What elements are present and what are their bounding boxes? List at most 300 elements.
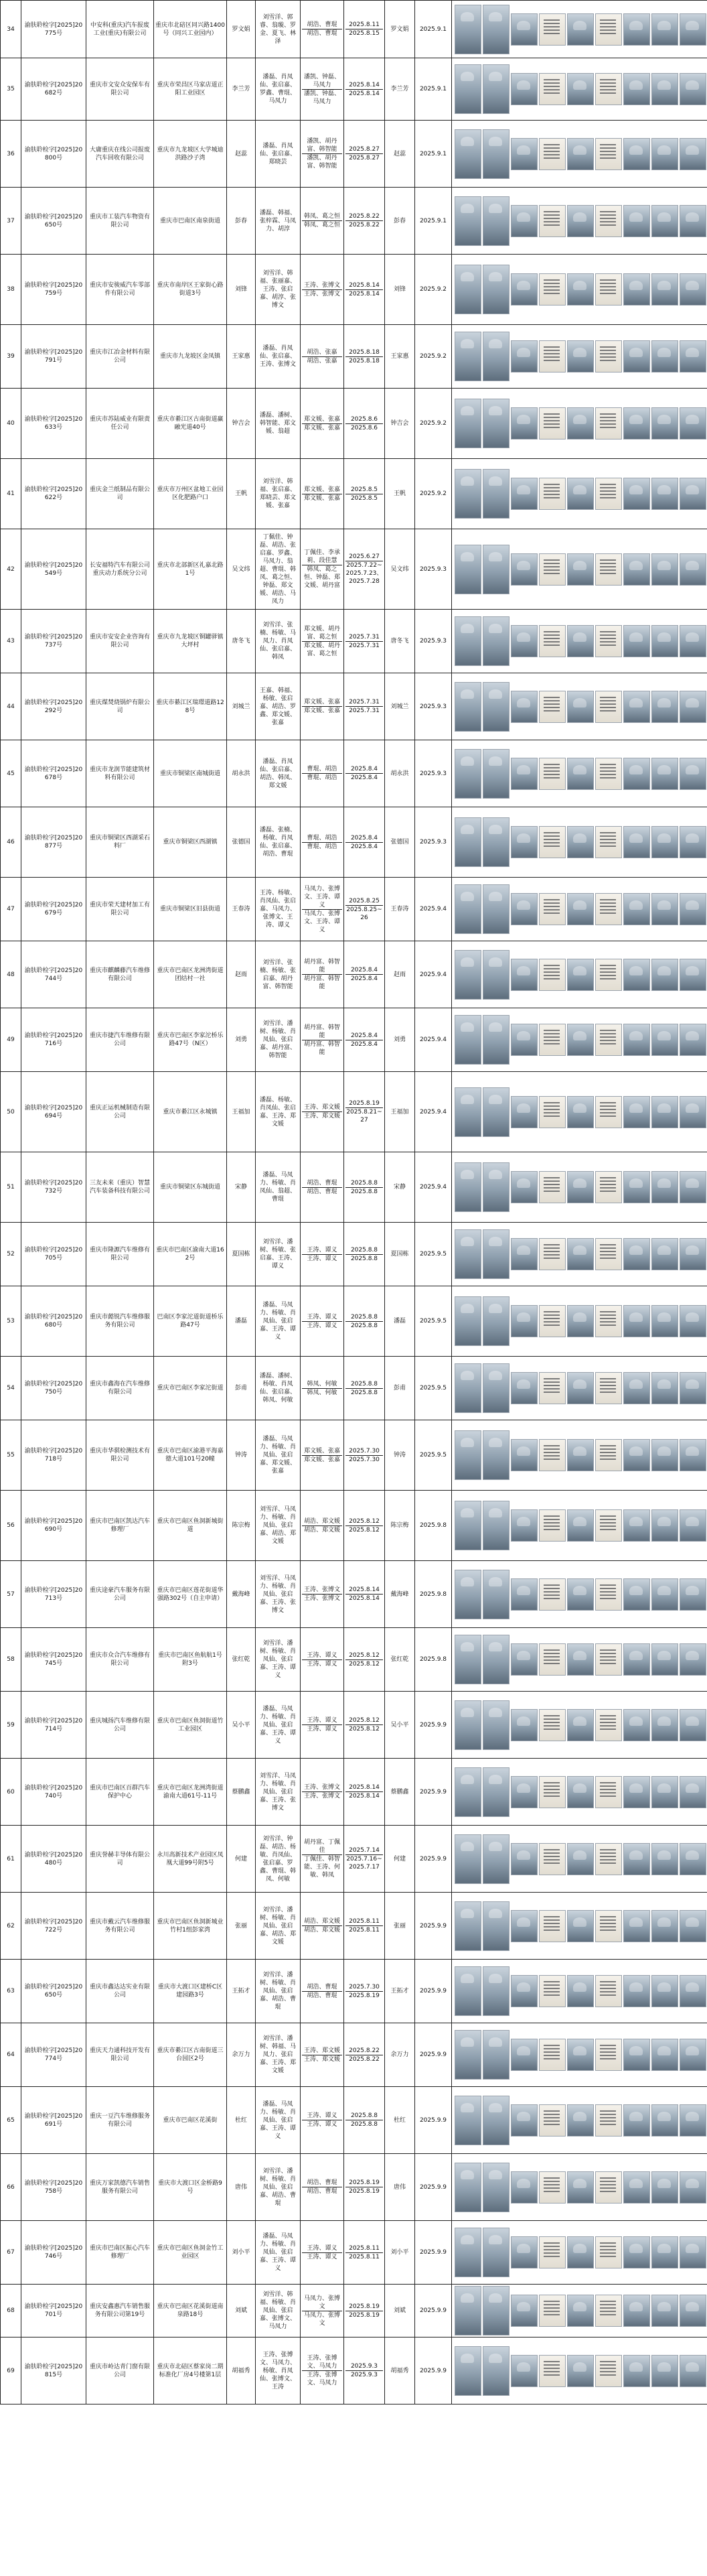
site-photo-thumbnail[interactable] xyxy=(483,1570,509,1619)
site-photo-thumbnail[interactable] xyxy=(567,73,594,105)
site-photo-thumbnail[interactable] xyxy=(595,959,622,991)
site-photo-thumbnail[interactable] xyxy=(680,1024,706,1056)
site-photo-thumbnail[interactable] xyxy=(651,1305,678,1337)
site-photo-thumbnail[interactable] xyxy=(680,1439,706,1471)
site-photo-thumbnail[interactable] xyxy=(680,2295,706,2327)
site-photo-thumbnail[interactable] xyxy=(567,1975,594,2007)
site-photo-thumbnail[interactable] xyxy=(539,2104,566,2137)
site-photo-thumbnail[interactable] xyxy=(455,2346,481,2396)
site-photo-thumbnail[interactable] xyxy=(680,407,706,439)
site-photo-thumbnail[interactable] xyxy=(623,138,650,170)
site-photo-thumbnail[interactable] xyxy=(623,1096,650,1128)
site-photo-thumbnail[interactable] xyxy=(595,2236,622,2268)
site-photo-thumbnail[interactable] xyxy=(595,2355,622,2387)
site-photo-thumbnail[interactable] xyxy=(455,469,481,519)
site-photo-thumbnail[interactable] xyxy=(595,1910,622,1942)
site-photo-thumbnail[interactable] xyxy=(595,273,622,306)
site-photo-thumbnail[interactable] xyxy=(539,1238,566,1270)
site-photo-thumbnail[interactable] xyxy=(680,1305,706,1337)
site-photo-thumbnail[interactable] xyxy=(511,1305,538,1337)
site-photo-thumbnail[interactable] xyxy=(539,1843,566,1875)
site-photo-thumbnail[interactable] xyxy=(623,1910,650,1942)
site-photo-thumbnail[interactable] xyxy=(567,407,594,439)
site-photo-thumbnail[interactable] xyxy=(567,13,594,46)
site-photo-thumbnail[interactable] xyxy=(651,1643,678,1676)
site-photo-thumbnail[interactable] xyxy=(483,682,509,732)
site-photo-thumbnail[interactable] xyxy=(539,1096,566,1128)
site-photo-thumbnail[interactable] xyxy=(483,1767,509,1817)
site-photo-thumbnail[interactable] xyxy=(567,1238,594,1270)
site-photo-thumbnail[interactable] xyxy=(483,1430,509,1480)
site-photo-thumbnail[interactable] xyxy=(539,340,566,372)
site-photo-thumbnail[interactable] xyxy=(455,1635,481,1684)
site-photo-thumbnail[interactable] xyxy=(680,1096,706,1128)
site-photo-thumbnail[interactable] xyxy=(511,273,538,306)
site-photo-thumbnail[interactable] xyxy=(623,1171,650,1203)
site-photo-thumbnail[interactable] xyxy=(539,1509,566,1542)
site-photo-thumbnail[interactable] xyxy=(680,2104,706,2137)
site-photo-thumbnail[interactable] xyxy=(680,273,706,306)
site-photo-thumbnail[interactable] xyxy=(651,1509,678,1542)
site-photo-thumbnail[interactable] xyxy=(511,1439,538,1471)
site-photo-thumbnail[interactable] xyxy=(595,1776,622,1808)
site-photo-thumbnail[interactable] xyxy=(651,73,678,105)
site-photo-thumbnail[interactable] xyxy=(623,893,650,925)
site-photo-thumbnail[interactable] xyxy=(623,758,650,790)
site-photo-thumbnail[interactable] xyxy=(567,1096,594,1128)
site-photo-thumbnail[interactable] xyxy=(680,205,706,237)
site-photo-thumbnail[interactable] xyxy=(567,1910,594,1942)
site-photo-thumbnail[interactable] xyxy=(680,1238,706,1270)
site-photo-thumbnail[interactable] xyxy=(595,553,622,586)
site-photo-thumbnail[interactable] xyxy=(455,1700,481,1750)
site-photo-thumbnail[interactable] xyxy=(595,1096,622,1128)
site-photo-thumbnail[interactable] xyxy=(567,273,594,306)
site-photo-thumbnail[interactable] xyxy=(595,478,622,510)
site-photo-thumbnail[interactable] xyxy=(483,1015,509,1065)
site-photo-thumbnail[interactable] xyxy=(567,1024,594,1056)
site-photo-thumbnail[interactable] xyxy=(651,691,678,723)
site-photo-thumbnail[interactable] xyxy=(455,1966,481,2016)
site-photo-thumbnail[interactable] xyxy=(455,399,481,448)
site-photo-thumbnail[interactable] xyxy=(511,625,538,657)
site-photo-thumbnail[interactable] xyxy=(539,273,566,306)
site-photo-thumbnail[interactable] xyxy=(623,13,650,46)
site-photo-thumbnail[interactable] xyxy=(455,1087,481,1137)
site-photo-thumbnail[interactable] xyxy=(651,1578,678,1611)
site-photo-thumbnail[interactable] xyxy=(567,1171,594,1203)
site-photo-thumbnail[interactable] xyxy=(511,893,538,925)
site-photo-thumbnail[interactable] xyxy=(623,2039,650,2071)
site-photo-thumbnail[interactable] xyxy=(651,1843,678,1875)
site-photo-thumbnail[interactable] xyxy=(511,1643,538,1676)
site-photo-thumbnail[interactable] xyxy=(595,2104,622,2137)
site-photo-thumbnail[interactable] xyxy=(511,1776,538,1808)
site-photo-thumbnail[interactable] xyxy=(680,625,706,657)
site-photo-thumbnail[interactable] xyxy=(483,129,509,179)
site-photo-thumbnail[interactable] xyxy=(539,625,566,657)
site-photo-thumbnail[interactable] xyxy=(680,2236,706,2268)
site-photo-thumbnail[interactable] xyxy=(455,817,481,867)
site-photo-thumbnail[interactable] xyxy=(680,340,706,372)
site-photo-thumbnail[interactable] xyxy=(455,545,481,594)
site-photo-thumbnail[interactable] xyxy=(483,1162,509,1212)
site-photo-thumbnail[interactable] xyxy=(567,1709,594,1741)
site-photo-thumbnail[interactable] xyxy=(651,2039,678,2071)
site-photo-thumbnail[interactable] xyxy=(651,893,678,925)
site-photo-thumbnail[interactable] xyxy=(511,1910,538,1942)
site-photo-thumbnail[interactable] xyxy=(651,826,678,858)
site-photo-thumbnail[interactable] xyxy=(680,758,706,790)
site-photo-thumbnail[interactable] xyxy=(651,2236,678,2268)
site-photo-thumbnail[interactable] xyxy=(651,13,678,46)
site-photo-thumbnail[interactable] xyxy=(623,1024,650,1056)
site-photo-thumbnail[interactable] xyxy=(680,1578,706,1611)
site-photo-thumbnail[interactable] xyxy=(623,1578,650,1611)
site-photo-thumbnail[interactable] xyxy=(651,959,678,991)
site-photo-thumbnail[interactable] xyxy=(623,205,650,237)
site-photo-thumbnail[interactable] xyxy=(651,1776,678,1808)
site-photo-thumbnail[interactable] xyxy=(623,1643,650,1676)
site-photo-thumbnail[interactable] xyxy=(623,2104,650,2137)
site-photo-thumbnail[interactable] xyxy=(623,1439,650,1471)
site-photo-thumbnail[interactable] xyxy=(511,2236,538,2268)
site-photo-thumbnail[interactable] xyxy=(483,469,509,519)
site-photo-thumbnail[interactable] xyxy=(567,340,594,372)
site-photo-thumbnail[interactable] xyxy=(455,1767,481,1817)
site-photo-thumbnail[interactable] xyxy=(511,1096,538,1128)
site-photo-thumbnail[interactable] xyxy=(455,950,481,1000)
site-photo-thumbnail[interactable] xyxy=(567,205,594,237)
site-photo-thumbnail[interactable] xyxy=(511,1024,538,1056)
site-photo-thumbnail[interactable] xyxy=(651,2355,678,2387)
site-photo-thumbnail[interactable] xyxy=(539,205,566,237)
site-photo-thumbnail[interactable] xyxy=(595,1305,622,1337)
site-photo-thumbnail[interactable] xyxy=(539,1776,566,1808)
site-photo-thumbnail[interactable] xyxy=(455,196,481,246)
site-photo-thumbnail[interactable] xyxy=(623,273,650,306)
site-photo-thumbnail[interactable] xyxy=(483,2163,509,2212)
site-photo-thumbnail[interactable] xyxy=(623,691,650,723)
site-photo-thumbnail[interactable] xyxy=(455,884,481,934)
site-photo-thumbnail[interactable] xyxy=(651,625,678,657)
site-photo-thumbnail[interactable] xyxy=(483,884,509,934)
site-photo-thumbnail[interactable] xyxy=(455,1296,481,1346)
site-photo-thumbnail[interactable] xyxy=(680,2355,706,2387)
site-photo-thumbnail[interactable] xyxy=(595,625,622,657)
site-photo-thumbnail[interactable] xyxy=(567,2236,594,2268)
site-photo-thumbnail[interactable] xyxy=(623,2236,650,2268)
site-photo-thumbnail[interactable] xyxy=(539,2236,566,2268)
site-photo-thumbnail[interactable] xyxy=(623,73,650,105)
site-photo-thumbnail[interactable] xyxy=(511,478,538,510)
site-photo-thumbnail[interactable] xyxy=(680,1843,706,1875)
site-photo-thumbnail[interactable] xyxy=(511,1975,538,2007)
site-photo-thumbnail[interactable] xyxy=(539,1910,566,1942)
site-photo-thumbnail[interactable] xyxy=(595,1509,622,1542)
site-photo-thumbnail[interactable] xyxy=(511,205,538,237)
site-photo-thumbnail[interactable] xyxy=(483,1901,509,1951)
site-photo-thumbnail[interactable] xyxy=(595,893,622,925)
site-photo-thumbnail[interactable] xyxy=(567,1578,594,1611)
site-photo-thumbnail[interactable] xyxy=(511,2355,538,2387)
site-photo-thumbnail[interactable] xyxy=(595,138,622,170)
site-photo-thumbnail[interactable] xyxy=(567,2295,594,2327)
site-photo-thumbnail[interactable] xyxy=(623,959,650,991)
site-photo-thumbnail[interactable] xyxy=(567,1776,594,1808)
site-photo-thumbnail[interactable] xyxy=(483,64,509,114)
site-photo-thumbnail[interactable] xyxy=(483,5,509,54)
site-photo-thumbnail[interactable] xyxy=(680,691,706,723)
site-photo-thumbnail[interactable] xyxy=(539,478,566,510)
site-photo-thumbnail[interactable] xyxy=(680,1643,706,1676)
site-photo-thumbnail[interactable] xyxy=(680,826,706,858)
site-photo-thumbnail[interactable] xyxy=(455,265,481,314)
site-photo-thumbnail[interactable] xyxy=(623,1709,650,1741)
site-photo-thumbnail[interactable] xyxy=(595,1643,622,1676)
site-photo-thumbnail[interactable] xyxy=(539,73,566,105)
site-photo-thumbnail[interactable] xyxy=(651,1096,678,1128)
site-photo-thumbnail[interactable] xyxy=(539,1305,566,1337)
site-photo-thumbnail[interactable] xyxy=(455,2030,481,2080)
site-photo-thumbnail[interactable] xyxy=(680,138,706,170)
site-photo-thumbnail[interactable] xyxy=(623,407,650,439)
site-photo-thumbnail[interactable] xyxy=(483,1296,509,1346)
site-photo-thumbnail[interactable] xyxy=(511,758,538,790)
site-photo-thumbnail[interactable] xyxy=(595,13,622,46)
site-photo-thumbnail[interactable] xyxy=(567,959,594,991)
site-photo-thumbnail[interactable] xyxy=(595,1372,622,1404)
site-photo-thumbnail[interactable] xyxy=(483,2346,509,2396)
site-photo-thumbnail[interactable] xyxy=(483,1087,509,1137)
site-photo-thumbnail[interactable] xyxy=(651,1709,678,1741)
site-photo-thumbnail[interactable] xyxy=(651,1910,678,1942)
site-photo-thumbnail[interactable] xyxy=(567,1305,594,1337)
site-photo-thumbnail[interactable] xyxy=(567,1439,594,1471)
site-photo-thumbnail[interactable] xyxy=(567,553,594,586)
site-photo-thumbnail[interactable] xyxy=(651,758,678,790)
site-photo-thumbnail[interactable] xyxy=(651,1171,678,1203)
site-photo-thumbnail[interactable] xyxy=(539,1024,566,1056)
site-photo-thumbnail[interactable] xyxy=(623,553,650,586)
site-photo-thumbnail[interactable] xyxy=(539,691,566,723)
site-photo-thumbnail[interactable] xyxy=(651,2295,678,2327)
site-photo-thumbnail[interactable] xyxy=(595,1171,622,1203)
site-photo-thumbnail[interactable] xyxy=(567,826,594,858)
site-photo-thumbnail[interactable] xyxy=(680,73,706,105)
site-photo-thumbnail[interactable] xyxy=(511,2171,538,2204)
site-photo-thumbnail[interactable] xyxy=(567,2039,594,2071)
site-photo-thumbnail[interactable] xyxy=(455,64,481,114)
site-photo-thumbnail[interactable] xyxy=(623,478,650,510)
site-photo-thumbnail[interactable] xyxy=(511,691,538,723)
site-photo-thumbnail[interactable] xyxy=(539,1578,566,1611)
site-photo-thumbnail[interactable] xyxy=(483,1834,509,1884)
site-photo-thumbnail[interactable] xyxy=(483,616,509,666)
site-photo-thumbnail[interactable] xyxy=(623,625,650,657)
site-photo-thumbnail[interactable] xyxy=(455,2163,481,2212)
site-photo-thumbnail[interactable] xyxy=(483,950,509,1000)
site-photo-thumbnail[interactable] xyxy=(511,138,538,170)
site-photo-thumbnail[interactable] xyxy=(651,205,678,237)
site-photo-thumbnail[interactable] xyxy=(511,13,538,46)
site-photo-thumbnail[interactable] xyxy=(595,1024,622,1056)
site-photo-thumbnail[interactable] xyxy=(483,2286,509,2335)
site-photo-thumbnail[interactable] xyxy=(455,332,481,381)
site-photo-thumbnail[interactable] xyxy=(567,1372,594,1404)
site-photo-thumbnail[interactable] xyxy=(511,1709,538,1741)
site-photo-thumbnail[interactable] xyxy=(539,407,566,439)
site-photo-thumbnail[interactable] xyxy=(680,1509,706,1542)
site-photo-thumbnail[interactable] xyxy=(539,2171,566,2204)
site-photo-thumbnail[interactable] xyxy=(539,893,566,925)
site-photo-thumbnail[interactable] xyxy=(511,2104,538,2137)
site-photo-thumbnail[interactable] xyxy=(483,196,509,246)
site-photo-thumbnail[interactable] xyxy=(511,1509,538,1542)
site-photo-thumbnail[interactable] xyxy=(511,2295,538,2327)
site-photo-thumbnail[interactable] xyxy=(680,1372,706,1404)
site-photo-thumbnail[interactable] xyxy=(567,893,594,925)
site-photo-thumbnail[interactable] xyxy=(595,2171,622,2204)
site-photo-thumbnail[interactable] xyxy=(539,13,566,46)
site-photo-thumbnail[interactable] xyxy=(511,73,538,105)
site-photo-thumbnail[interactable] xyxy=(623,340,650,372)
site-photo-thumbnail[interactable] xyxy=(455,1015,481,1065)
site-photo-thumbnail[interactable] xyxy=(623,1975,650,2007)
site-photo-thumbnail[interactable] xyxy=(455,1229,481,1279)
site-photo-thumbnail[interactable] xyxy=(511,959,538,991)
site-photo-thumbnail[interactable] xyxy=(455,1430,481,1480)
site-photo-thumbnail[interactable] xyxy=(651,1024,678,1056)
site-photo-thumbnail[interactable] xyxy=(680,553,706,586)
site-photo-thumbnail[interactable] xyxy=(623,826,650,858)
site-photo-thumbnail[interactable] xyxy=(651,1975,678,2007)
site-photo-thumbnail[interactable] xyxy=(455,2096,481,2145)
site-photo-thumbnail[interactable] xyxy=(680,2171,706,2204)
site-photo-thumbnail[interactable] xyxy=(680,1709,706,1741)
site-photo-thumbnail[interactable] xyxy=(483,749,509,799)
site-photo-thumbnail[interactable] xyxy=(539,2295,566,2327)
site-photo-thumbnail[interactable] xyxy=(455,1834,481,1884)
site-photo-thumbnail[interactable] xyxy=(623,1509,650,1542)
site-photo-thumbnail[interactable] xyxy=(455,749,481,799)
site-photo-thumbnail[interactable] xyxy=(483,1501,509,1550)
site-photo-thumbnail[interactable] xyxy=(595,340,622,372)
site-photo-thumbnail[interactable] xyxy=(567,2355,594,2387)
site-photo-thumbnail[interactable] xyxy=(595,1709,622,1741)
site-photo-thumbnail[interactable] xyxy=(455,2286,481,2335)
site-photo-thumbnail[interactable] xyxy=(651,2104,678,2137)
site-photo-thumbnail[interactable] xyxy=(511,553,538,586)
site-photo-thumbnail[interactable] xyxy=(455,682,481,732)
site-photo-thumbnail[interactable] xyxy=(680,1910,706,1942)
site-photo-thumbnail[interactable] xyxy=(623,1776,650,1808)
site-photo-thumbnail[interactable] xyxy=(539,826,566,858)
site-photo-thumbnail[interactable] xyxy=(539,1643,566,1676)
site-photo-thumbnail[interactable] xyxy=(483,1700,509,1750)
site-photo-thumbnail[interactable] xyxy=(651,2171,678,2204)
site-photo-thumbnail[interactable] xyxy=(539,1372,566,1404)
site-photo-thumbnail[interactable] xyxy=(567,2171,594,2204)
site-photo-thumbnail[interactable] xyxy=(539,553,566,586)
site-photo-thumbnail[interactable] xyxy=(539,1439,566,1471)
site-photo-thumbnail[interactable] xyxy=(680,2039,706,2071)
site-photo-thumbnail[interactable] xyxy=(651,1439,678,1471)
site-photo-thumbnail[interactable] xyxy=(651,1238,678,1270)
site-photo-thumbnail[interactable] xyxy=(680,1776,706,1808)
site-photo-thumbnail[interactable] xyxy=(539,1709,566,1741)
site-photo-thumbnail[interactable] xyxy=(623,1305,650,1337)
site-photo-thumbnail[interactable] xyxy=(455,1570,481,1619)
site-photo-thumbnail[interactable] xyxy=(651,553,678,586)
site-photo-thumbnail[interactable] xyxy=(595,691,622,723)
site-photo-thumbnail[interactable] xyxy=(511,1238,538,1270)
site-photo-thumbnail[interactable] xyxy=(455,2228,481,2277)
site-photo-thumbnail[interactable] xyxy=(567,758,594,790)
site-photo-thumbnail[interactable] xyxy=(567,1843,594,1875)
site-photo-thumbnail[interactable] xyxy=(539,959,566,991)
site-photo-thumbnail[interactable] xyxy=(567,478,594,510)
site-photo-thumbnail[interactable] xyxy=(623,1372,650,1404)
site-photo-thumbnail[interactable] xyxy=(595,1578,622,1611)
site-photo-thumbnail[interactable] xyxy=(455,5,481,54)
site-photo-thumbnail[interactable] xyxy=(483,2030,509,2080)
site-photo-thumbnail[interactable] xyxy=(567,691,594,723)
site-photo-thumbnail[interactable] xyxy=(483,1635,509,1684)
site-photo-thumbnail[interactable] xyxy=(511,826,538,858)
site-photo-thumbnail[interactable] xyxy=(595,2295,622,2327)
site-photo-thumbnail[interactable] xyxy=(595,73,622,105)
site-photo-thumbnail[interactable] xyxy=(539,138,566,170)
site-photo-thumbnail[interactable] xyxy=(511,407,538,439)
site-photo-thumbnail[interactable] xyxy=(511,2039,538,2071)
site-photo-thumbnail[interactable] xyxy=(539,1171,566,1203)
site-photo-thumbnail[interactable] xyxy=(595,205,622,237)
site-photo-thumbnail[interactable] xyxy=(511,1171,538,1203)
site-photo-thumbnail[interactable] xyxy=(455,129,481,179)
site-photo-thumbnail[interactable] xyxy=(595,2039,622,2071)
site-photo-thumbnail[interactable] xyxy=(623,1238,650,1270)
site-photo-thumbnail[interactable] xyxy=(483,817,509,867)
site-photo-thumbnail[interactable] xyxy=(539,758,566,790)
site-photo-thumbnail[interactable] xyxy=(483,2228,509,2277)
site-photo-thumbnail[interactable] xyxy=(595,1975,622,2007)
site-photo-thumbnail[interactable] xyxy=(539,1975,566,2007)
site-photo-thumbnail[interactable] xyxy=(483,399,509,448)
site-photo-thumbnail[interactable] xyxy=(595,1439,622,1471)
site-photo-thumbnail[interactable] xyxy=(595,758,622,790)
site-photo-thumbnail[interactable] xyxy=(539,2039,566,2071)
site-photo-thumbnail[interactable] xyxy=(455,1901,481,1951)
site-photo-thumbnail[interactable] xyxy=(680,13,706,46)
site-photo-thumbnail[interactable] xyxy=(455,1363,481,1413)
site-photo-thumbnail[interactable] xyxy=(651,273,678,306)
site-photo-thumbnail[interactable] xyxy=(623,2355,650,2387)
site-photo-thumbnail[interactable] xyxy=(623,2171,650,2204)
site-photo-thumbnail[interactable] xyxy=(483,1363,509,1413)
site-photo-thumbnail[interactable] xyxy=(595,826,622,858)
site-photo-thumbnail[interactable] xyxy=(483,265,509,314)
site-photo-thumbnail[interactable] xyxy=(651,1372,678,1404)
site-photo-thumbnail[interactable] xyxy=(651,407,678,439)
site-photo-thumbnail[interactable] xyxy=(567,1509,594,1542)
site-photo-thumbnail[interactable] xyxy=(680,1171,706,1203)
site-photo-thumbnail[interactable] xyxy=(595,1843,622,1875)
site-photo-thumbnail[interactable] xyxy=(651,478,678,510)
site-photo-thumbnail[interactable] xyxy=(483,545,509,594)
site-photo-thumbnail[interactable] xyxy=(567,2104,594,2137)
site-photo-thumbnail[interactable] xyxy=(483,1966,509,2016)
